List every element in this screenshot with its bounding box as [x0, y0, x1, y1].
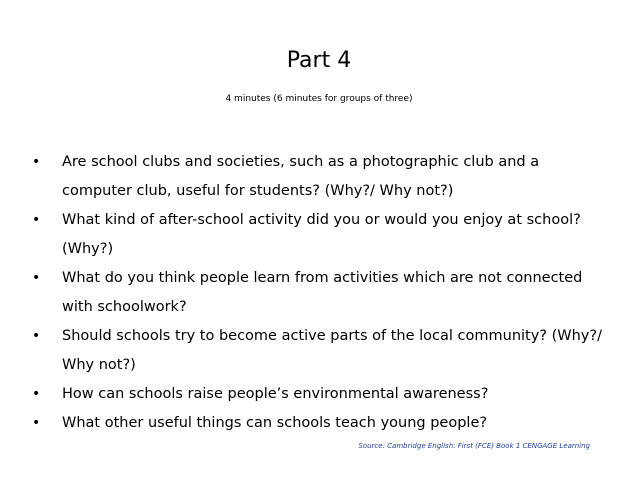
question-item [32, 380, 612, 409]
question-item [32, 409, 612, 438]
bullet-icon: • [32, 212, 41, 228]
question-text: What kind of after-school activity did you or would you enjoy at school? (Why?) [62, 212, 581, 257]
question-item [32, 264, 612, 322]
question-text: Should schools try to become active parts of the local community? (Why?/ Why not?) [62, 328, 602, 373]
question-text: What other useful things can schools teach young people? [62, 415, 488, 431]
bullet-icon: • [32, 415, 41, 431]
question-list [32, 148, 612, 438]
bullet-icon: • [32, 328, 41, 344]
slide-subtitle: 4 minutes (6 minutes for groups of three) [225, 94, 413, 104]
question-item [32, 206, 612, 264]
slide-title: Part 4 [286, 48, 352, 73]
question-item [32, 148, 612, 206]
source-citation: Source: Cambridge English: First (FCE) Book 1 CENGAGE Learning [358, 442, 590, 450]
question-text: What do you think people learn from activities which are not connected with schoolwork? [62, 270, 583, 315]
question-text: How can schools raise people’s environmental awareness? [62, 386, 489, 402]
bullet-icon: • [32, 270, 41, 286]
bullet-icon: • [32, 386, 41, 402]
question-text: Are school clubs and societies, such as a photographic club and a computer club, useful for students? (Why?/ Why not?) [62, 154, 540, 199]
question-item [32, 322, 612, 380]
bullet-icon: • [32, 154, 41, 170]
